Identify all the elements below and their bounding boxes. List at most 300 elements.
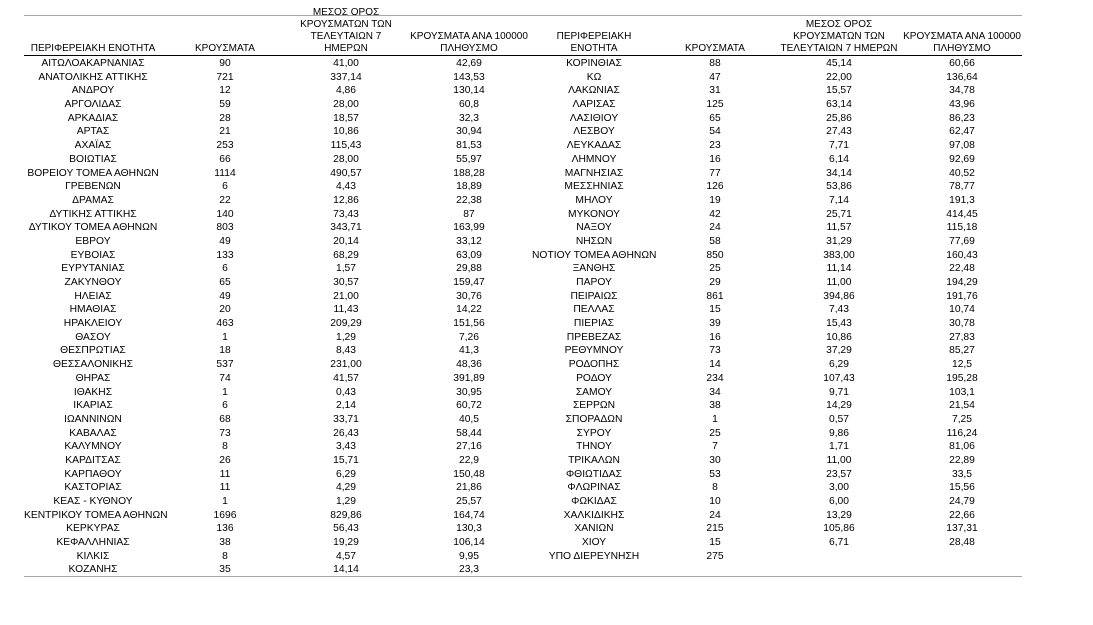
avg7-cell: 6,00: [828, 496, 850, 507]
header-cases: ΚΡΟΥΣΜΑΤΑ: [685, 43, 745, 54]
region-cell: ΑΝΔΡΟΥ: [71, 85, 115, 97]
header-per100k: ΚΡΟΥΣΜΑΤΑ ΑΝΑ 100000 ΠΛΗΘΥΣΜΟ: [410, 31, 528, 54]
avg7-cell: 13,29: [826, 509, 852, 521]
cases-cell: 35: [219, 564, 231, 576]
avg7-cell: 4,57: [335, 550, 357, 562]
per100k-cell: 194,29: [946, 277, 978, 288]
region-cell: ΡΕΘΥΜΝΟΥ: [564, 345, 624, 357]
avg7-cell: 53,86: [826, 181, 852, 193]
per100k-cell: 97,08: [949, 140, 975, 152]
avg7-cell: 107,43: [823, 372, 855, 384]
region-cell: ΠΙΕΡΙΑΣ: [573, 318, 615, 330]
cases-cell: 1696: [213, 509, 237, 521]
per100k-cell: 10,74: [949, 304, 975, 316]
table-row: [24, 139, 532, 153]
avg7-cell: 6,71: [828, 537, 850, 549]
region-cell: ΛΕΣΒΟΥ: [573, 126, 615, 138]
table-row: [24, 125, 532, 139]
per100k-cell: 163,99: [453, 222, 485, 234]
per100k-cell: 151,56: [453, 318, 485, 330]
table-row: [532, 276, 1022, 290]
avg7-cell: 394,86: [823, 290, 855, 302]
region-cell: ΙΩΑΝΝΙΝΩΝ: [64, 413, 122, 425]
table-row: [532, 399, 1022, 413]
table-row: [24, 358, 532, 372]
per100k-cell: 160,43: [946, 249, 978, 261]
per100k-cell: 32,3: [458, 112, 480, 124]
cases-cell: 12: [219, 85, 231, 97]
region-cell: ΛΑΡΙΣΑΣ: [572, 99, 616, 111]
avg7-cell: 12,86: [333, 194, 359, 206]
per100k-cell: 60,66: [949, 58, 975, 69]
cases-cell: 125: [706, 99, 724, 111]
per100k-cell: 150,48: [453, 468, 485, 480]
per100k-cell: 58,44: [456, 427, 482, 439]
table-row: [24, 536, 532, 550]
avg7-cell: 21,00: [333, 290, 359, 302]
per100k-cell: 137,31: [946, 523, 978, 535]
per100k-cell: 60,8: [458, 99, 480, 111]
per100k-cell: 7,25: [951, 413, 973, 425]
avg7-cell: 15,43: [826, 318, 852, 330]
per100k-cell: 33,5: [951, 468, 973, 480]
region-cell: ΜΗΛΟΥ: [575, 194, 613, 206]
cases-cell: 59: [219, 99, 231, 111]
per100k-cell: 18,89: [456, 181, 482, 193]
region-cell: ΜΥΚΟΝΟΥ: [568, 208, 620, 220]
table-row: [24, 454, 532, 468]
avg7-cell: 1,57: [335, 263, 357, 275]
per100k-cell: 78,77: [949, 181, 975, 193]
cases-cell: 16: [709, 331, 721, 343]
per100k-cell: 81,06: [949, 441, 975, 453]
per100k-cell: 48,36: [456, 359, 482, 371]
cases-cell: 8: [712, 482, 718, 494]
per100k-cell: 87: [463, 208, 475, 220]
table-row: [24, 481, 532, 495]
per100k-cell: 103,1: [949, 386, 975, 398]
cases-cell: 20: [219, 304, 231, 316]
region-cell: ΦΩΚΙΔΑΣ: [571, 496, 617, 507]
table-row: [532, 262, 1022, 276]
region-cell: ΣΕΡΡΩΝ: [572, 400, 616, 412]
per100k-cell: 22,38: [456, 194, 482, 206]
table-row: [532, 550, 1022, 564]
cases-cell: 39: [709, 318, 721, 330]
per100k-cell: 41,3: [458, 345, 480, 357]
avg7-cell: 26,43: [333, 427, 359, 439]
left-table: [24, 7, 532, 576]
per100k-cell: 63,09: [456, 249, 482, 261]
per100k-cell: 33,12: [456, 235, 482, 247]
per100k-cell: 40,5: [458, 413, 480, 425]
table-row: [24, 84, 532, 98]
region-cell: ΤΗΝΟΥ: [576, 441, 612, 453]
table-row: [24, 317, 532, 331]
table-row: [24, 495, 532, 509]
cases-cell: 6: [222, 263, 228, 275]
table-row: [532, 153, 1022, 167]
per100k-cell: 23,3: [458, 564, 480, 576]
cases-cell: 29: [709, 277, 721, 288]
region-cell: ΖΑΚΥΝΘΟΥ: [64, 277, 122, 288]
region-cell: ΛΑΚΩΝΙΑΣ: [568, 85, 620, 97]
region-cell: ΑΡΤΑΣ: [76, 126, 110, 138]
region-cell: ΕΒΡΟΥ: [75, 235, 111, 247]
cases-cell: 18: [219, 345, 231, 357]
cases-cell: 8: [222, 441, 228, 453]
avg7-cell: 25,71: [826, 208, 852, 220]
region-cell: ΑΡΚΑΔΙΑΣ: [67, 112, 119, 124]
per100k-cell: 42,69: [456, 58, 482, 69]
per100k-cell: 30,78: [949, 318, 975, 330]
avg7-cell: 56,43: [333, 523, 359, 535]
cases-cell: 215: [706, 523, 724, 535]
per100k-cell: 55,97: [456, 153, 482, 165]
table-row: [24, 290, 532, 304]
avg7-cell: 6,29: [335, 468, 357, 480]
region-cell: ΚΕΝΤΡΙΚΟΥ ΤΟΜΕΑ ΑΘΗΝΩΝ: [24, 509, 168, 521]
region-cell: ΒΟΙΩΤΙΑΣ: [69, 153, 117, 165]
region-cell: ΚΟΡΙΝΘΙΑΣ: [566, 58, 622, 69]
avg7-cell: 14,14: [333, 564, 359, 576]
per100k-cell: 30,76: [456, 290, 482, 302]
table-row: [532, 427, 1022, 441]
cases-cell: 88: [709, 58, 721, 69]
table-row: [532, 208, 1022, 222]
avg7-cell: 63,14: [826, 99, 852, 111]
per100k-cell: 136,64: [946, 71, 978, 83]
region-cell: ΦΛΩΡΙΝΑΣ: [567, 482, 621, 494]
cases-cell: 850: [706, 249, 724, 261]
cases-cell: 14: [709, 359, 721, 371]
avg7-cell: 3,00: [828, 482, 850, 494]
cases-cell: 54: [709, 126, 721, 138]
table-row: [532, 235, 1022, 249]
region-cell: ΚΩ: [586, 71, 602, 83]
region-cell: ΚΑΒΑΛΑΣ: [69, 427, 117, 439]
region-cell: ΘΗΡΑΣ: [75, 372, 111, 384]
table-row: [24, 509, 532, 523]
cases-cell: 24: [709, 222, 721, 234]
cases-cell: 1: [222, 496, 228, 507]
header-per100k: ΚΡΟΥΣΜΑΤΑ ΑΝΑ 100000 ΠΛΗΘΥΣΜΟ: [903, 31, 1021, 54]
table-row: [532, 358, 1022, 372]
avg7-cell: 209,29: [330, 318, 362, 330]
region-cell: ΚΙΛΚΙΣ: [76, 550, 110, 562]
region-cell: ΗΛΕΙΑΣ: [74, 290, 112, 302]
per100k-cell: 7,26: [458, 331, 480, 343]
per100k-cell: 27,83: [949, 331, 975, 343]
per100k-cell: 22,89: [949, 454, 975, 466]
region-cell: ΝΗΣΩΝ: [575, 235, 613, 247]
table-row: [24, 235, 532, 249]
avg7-cell: 15,71: [333, 454, 359, 466]
region-cell: ΡΟΔΟΥ: [576, 372, 612, 384]
per100k-cell: 77,69: [949, 235, 975, 247]
avg7-cell: 4,86: [335, 85, 357, 97]
avg7-cell: 19,29: [333, 537, 359, 549]
table-row: [24, 249, 532, 263]
table-row: [24, 413, 532, 427]
avg7-cell: 105,86: [823, 523, 855, 535]
cases-cell: 1: [222, 331, 228, 343]
region-cell: ΡΟΔΟΠΗΣ: [568, 359, 620, 371]
table-row: [532, 180, 1022, 194]
cases-cell: 53: [709, 468, 721, 480]
per100k-cell: 191,76: [946, 290, 978, 302]
header-region: ΠΕΡΙΦΕΡΕΙΑΚΗ ΕΝΟΤΗΤΑ: [556, 31, 632, 54]
avg7-cell: 10,86: [333, 126, 359, 138]
avg7-cell: 9,71: [828, 386, 850, 398]
avg7-cell: 30,57: [333, 277, 359, 288]
region-cell: ΛΗΜΝΟΥ: [571, 153, 617, 165]
table-row: [24, 386, 532, 400]
region-cell: ΜΑΓΝΗΣΙΑΣ: [564, 167, 624, 179]
avg7-cell: 11,43: [333, 304, 359, 316]
region-cell: ΘΕΣΣΑΛΟΝΙΚΗΣ: [52, 359, 134, 371]
region-cell: ΣΑΜΟΥ: [575, 386, 613, 398]
avg7-cell: 7,43: [828, 304, 850, 316]
cases-cell: 30: [709, 454, 721, 466]
cases-cell: 16: [709, 153, 721, 165]
region-cell: ΠΑΡΟΥ: [576, 277, 612, 288]
avg7-cell: 15,57: [826, 85, 852, 97]
per100k-cell: 115,18: [946, 222, 978, 234]
region-cell: ΗΡΑΚΛΕΙΟΥ: [63, 318, 123, 330]
per100k-cell: 28,48: [949, 537, 975, 549]
table-row: [532, 331, 1022, 345]
avg7-cell: 73,43: [333, 208, 359, 220]
cases-cell: 65: [709, 112, 721, 124]
cases-cell: 7: [712, 441, 718, 453]
avg7-cell: 1,29: [335, 496, 357, 507]
avg7-cell: 8,43: [335, 345, 357, 357]
table-row: [532, 249, 1022, 263]
table-row: [532, 468, 1022, 482]
table-row: [532, 221, 1022, 235]
per100k-cell: 21,86: [456, 482, 482, 494]
region-cell: ΧΑΝΙΩΝ: [574, 523, 614, 535]
avg7-cell: 11,57: [826, 222, 852, 234]
cases-cell: 74: [219, 372, 231, 384]
cases-cell: 463: [216, 318, 234, 330]
avg7-cell: 337,14: [330, 71, 362, 83]
table-row: [24, 563, 532, 577]
per100k-cell: 22,9: [458, 454, 480, 466]
table-row: [24, 331, 532, 345]
cases-cell: 34: [709, 386, 721, 398]
cases-cell: 21: [219, 126, 231, 138]
avg7-cell: 1,29: [335, 331, 357, 343]
per100k-cell: 164,74: [453, 509, 485, 521]
per100k-cell: 85,27: [949, 345, 975, 357]
region-cell: ΣΥΡΟΥ: [576, 427, 612, 439]
avg7-cell: 3,43: [335, 441, 357, 453]
table-row: [532, 495, 1022, 509]
avg7-cell: 22,00: [826, 71, 852, 83]
table-row: [532, 71, 1022, 85]
avg7-cell: 10,86: [826, 331, 852, 343]
table-row: [24, 372, 532, 386]
avg7-cell: 2,14: [335, 400, 357, 412]
cases-cell: 140: [216, 208, 234, 220]
avg7-cell: 14,29: [826, 400, 852, 412]
per100k-cell: 21,54: [949, 400, 975, 412]
header-region: ΠΕΡΙΦΕΡΕΙΑΚΗ ΕΝΟΤΗΤΑ: [30, 43, 156, 54]
avg7-cell: 231,00: [330, 359, 362, 371]
header-avg7: ΜΕΣΟΣ ΟΡΟΣ ΚΡΟΥΣΜΑΤΩΝ ΤΩΝ ΤΕΛΕΥΤΑΙΩΝ 7 ΗΜΕΡΩΝ: [300, 7, 392, 54]
region-cell: ΔΥΤΙΚΟΥ ΤΟΜΕΑ ΑΘΗΝΩΝ: [28, 222, 158, 234]
table-row: [24, 262, 532, 276]
cases-cell: 1114: [214, 167, 236, 179]
avg7-cell: 9,86: [828, 427, 850, 439]
region-cell: ΔΡΑΜΑΣ: [72, 194, 114, 206]
avg7-cell: 6,14: [828, 153, 850, 165]
per100k-cell: 81,53: [456, 140, 482, 152]
per100k-cell: 86,23: [949, 112, 975, 124]
per100k-cell: 188,28: [453, 167, 485, 179]
table-row: [24, 153, 532, 167]
per100k-cell: 24,79: [949, 496, 975, 507]
per100k-cell: 60,72: [456, 400, 482, 412]
cases-cell: 73: [709, 345, 721, 357]
per100k-cell: 159,47: [453, 277, 485, 288]
region-cell: ΧΑΛΚΙΔΙΚΗΣ: [563, 509, 625, 521]
cases-cell: 6: [222, 181, 228, 193]
cases-cell: 90: [219, 58, 231, 69]
per100k-cell: 62,47: [949, 126, 975, 138]
avg7-cell: 7,14: [828, 194, 850, 206]
cases-cell: 19: [709, 194, 721, 206]
table-row: [24, 276, 532, 290]
avg7-cell: 68,29: [333, 249, 359, 261]
per100k-cell: 30,94: [456, 126, 482, 138]
region-cell: ΤΡΙΚΑΛΩΝ: [568, 454, 620, 466]
table-row: [532, 344, 1022, 358]
region-cell: ΜΕΣΣΗΝΙΑΣ: [564, 181, 624, 193]
avg7-cell: 4,29: [335, 482, 357, 494]
cases-cell: 133: [216, 249, 234, 261]
per100k-cell: 27,16: [456, 441, 482, 453]
avg7-cell: 28,00: [333, 99, 359, 111]
avg7-cell: 11,00: [826, 454, 852, 466]
region-cell: ΧΙΟΥ: [581, 537, 607, 549]
avg7-cell: 34,14: [826, 167, 852, 179]
region-cell: ΑΧΑΪΑΣ: [74, 140, 112, 152]
avg7-cell: 41,57: [333, 372, 359, 384]
avg7-cell: 25,86: [826, 112, 852, 124]
table-row: [24, 98, 532, 112]
avg7-cell: 11,00: [826, 277, 852, 288]
cases-cell: 65: [219, 277, 231, 288]
region-cell: ΚΕΑΣ - ΚΥΘΝΟΥ: [53, 496, 133, 507]
cases-cell: 66: [219, 153, 231, 165]
per100k-cell: 40,52: [949, 167, 975, 179]
table-row: [532, 167, 1022, 181]
table-row: [532, 57, 1022, 71]
right-table: [532, 16, 1022, 562]
cases-cell: 11: [219, 468, 231, 480]
avg7-cell: 490,57: [330, 167, 362, 179]
avg7-cell: 18,57: [333, 112, 359, 124]
table-row: [24, 167, 532, 181]
avg7-cell: 829,86: [330, 509, 362, 521]
cases-cell: 28: [219, 112, 231, 124]
region-cell: ΥΠΟ ΔΙΕΡΕΥΝΗΣΗ: [548, 550, 640, 562]
cases-cell: 68: [219, 413, 231, 425]
region-cell: ΛΑΣΙΘΙΟΥ: [569, 112, 619, 124]
left-rows: [24, 57, 532, 577]
region-cell: ΚΕΡΚΥΡΑΣ: [66, 523, 120, 535]
table-row: [24, 440, 532, 454]
table-row: [532, 98, 1022, 112]
region-cell: ΚΑΡΠΑΘΟΥ: [64, 468, 122, 480]
cases-cell: 25: [709, 263, 721, 275]
table-row: [24, 522, 532, 536]
per100k-cell: 29,88: [456, 263, 482, 275]
cases-cell: 77: [709, 167, 721, 179]
header-avg7: ΜΕΣΟΣ ΟΡΟΣ ΚΡΟΥΣΜΑΤΩΝ ΤΩΝ ΤΕΛΕΥΤΑΙΩΝ 7 ΗΜΕΡΩΝ: [780, 19, 898, 54]
per100k-cell: 34,78: [949, 85, 975, 97]
cases-cell: 537: [216, 359, 234, 371]
cases-cell: 15: [709, 537, 721, 549]
table-row: [532, 509, 1022, 523]
table-row: [24, 399, 532, 413]
avg7-cell: 27,43: [826, 126, 852, 138]
cases-cell: 8: [222, 550, 228, 562]
avg7-cell: 343,71: [330, 222, 362, 234]
cases-cell: 15: [709, 304, 721, 316]
per100k-cell: 116,24: [946, 427, 978, 439]
table-row: [24, 468, 532, 482]
avg7-cell: 33,71: [333, 413, 359, 425]
cases-cell: 253: [216, 140, 234, 152]
table-row: [532, 317, 1022, 331]
cases-cell: 721: [216, 71, 234, 83]
table-row: [532, 194, 1022, 208]
region-cell: ΒΟΡΕΙΟΥ ΤΟΜΕΑ ΑΘΗΝΩΝ: [27, 167, 159, 179]
table-row: [532, 440, 1022, 454]
table-row: [24, 221, 532, 235]
region-cell: ΚΑΣΤΟΡΙΑΣ: [64, 482, 122, 494]
right-header-row: [532, 16, 1022, 56]
region-cell: ΘΑΣΟΥ: [75, 331, 111, 343]
cases-cell: 11: [219, 482, 231, 494]
avg7-cell: 383,00: [823, 249, 855, 261]
cases-cell: 31: [709, 85, 721, 97]
cases-cell: 26: [219, 454, 231, 466]
table-row: [24, 344, 532, 358]
cases-cell: 275: [706, 550, 724, 562]
per100k-cell: 25,57: [456, 496, 482, 507]
region-cell: ΝΟΤΙΟΥ ΤΟΜΕΑ ΑΘΗΝΩΝ: [532, 249, 657, 261]
cases-cell: 22: [219, 194, 231, 206]
cases-cell: 38: [219, 537, 231, 549]
table-row: [532, 112, 1022, 126]
per100k-cell: 414,45: [946, 208, 978, 220]
region-cell: ΞΑΝΘΗΣ: [572, 263, 616, 275]
right-rows: [532, 57, 1022, 563]
per100k-cell: 22,48: [949, 263, 975, 275]
avg7-cell: 1,71: [828, 441, 850, 453]
per100k-cell: 191,3: [949, 194, 975, 206]
table-row: [532, 84, 1022, 98]
table-row: [24, 57, 532, 71]
cases-cell: 136: [216, 523, 234, 535]
cases-cell: 42: [709, 208, 721, 220]
per100k-cell: 130,3: [456, 523, 482, 535]
